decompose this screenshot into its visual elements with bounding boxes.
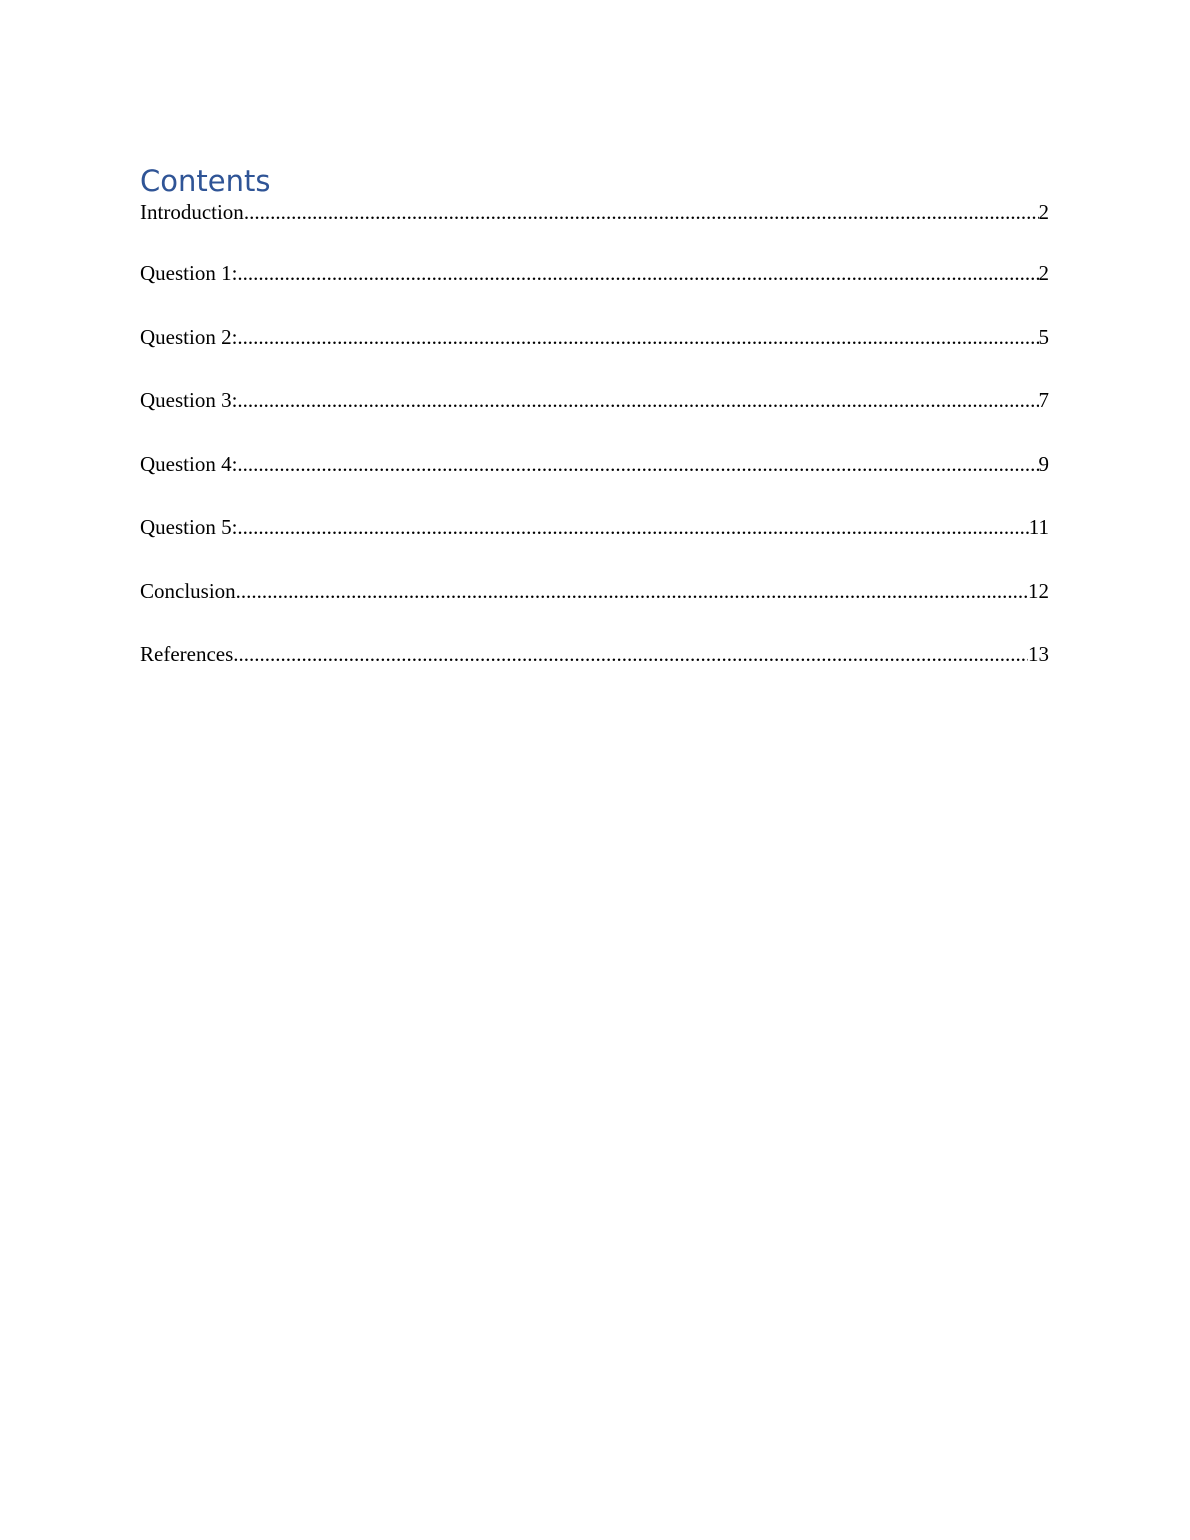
toc-entry-question-2[interactable] [140,325,1049,389]
toc-page-number: 11 [1028,515,1049,539]
toc-entry-label: Question 5: [140,515,238,539]
toc-heading: Contents [140,164,271,198]
toc-dot-leader [236,579,1028,604]
toc-page-number: 12 [1028,578,1049,603]
toc-page-number: 5 [1038,324,1049,349]
toc-entry-introduction[interactable] [140,200,1049,261]
toc-entry-question-4[interactable] [140,452,1049,516]
toc-entry-label: Question 4: [140,451,238,476]
toc-dot-leader [237,515,1028,540]
toc-entry-label: References [140,642,234,666]
toc-entry-conclusion[interactable] [140,579,1049,643]
toc-list [140,200,1049,706]
toc-dot-leader [237,325,1038,350]
toc-entry-label: Question 2: [140,324,238,349]
toc-entry-label: Question 1: [140,261,238,285]
toc-page-number: 9 [1038,451,1049,476]
toc-page-number: 2 [1038,200,1049,224]
toc-entry-label: Question 3: [140,388,238,412]
toc-dot-leader [237,388,1038,413]
table-of-contents [140,162,1049,706]
toc-dot-leader [244,200,1039,225]
toc-page-number: 2 [1038,261,1049,285]
toc-entry-references[interactable] [140,642,1049,706]
toc-dot-leader [233,642,1028,667]
toc-entry-label: Conclusion [140,578,236,603]
toc-entry-question-5[interactable] [140,515,1049,579]
toc-dot-leader [237,452,1038,477]
toc-entry-label: Introduction [140,200,244,224]
toc-page-number: 13 [1028,642,1049,666]
toc-entry-question-3[interactable] [140,388,1049,452]
toc-page-number: 7 [1038,388,1049,412]
toc-dot-leader [237,261,1038,286]
toc-entry-question-1[interactable] [140,261,1049,325]
